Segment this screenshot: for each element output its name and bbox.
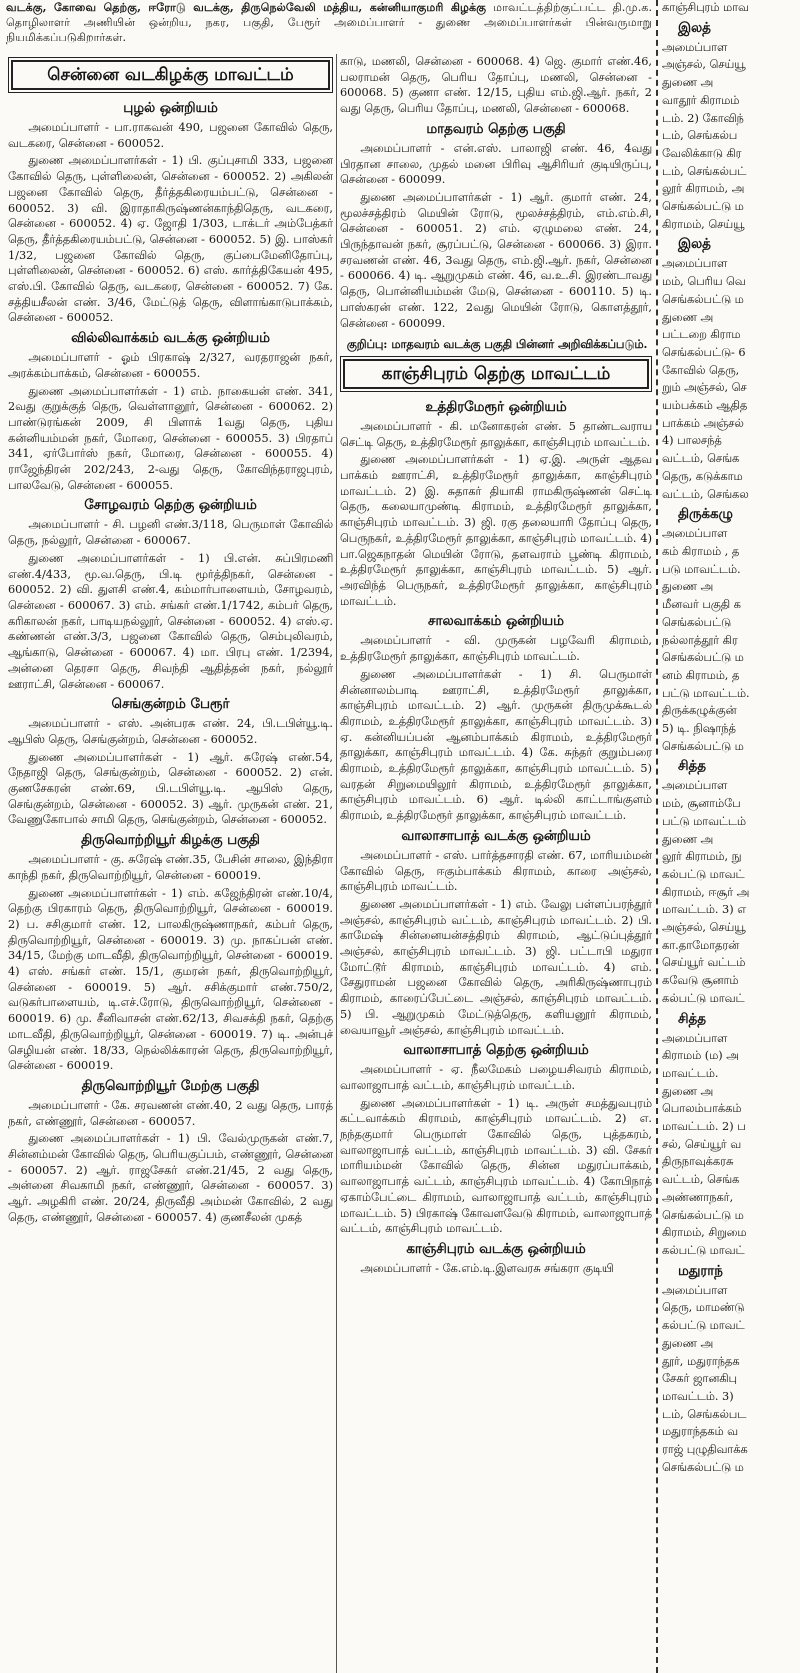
cropped-line: படு மாவட்டம். [662, 562, 741, 576]
column-3-cropped [662, 0, 795, 1673]
cropped-line: மாவட்டம். [662, 1066, 719, 1080]
section [662, 236, 795, 502]
section-title: சோழவரம் தெற்கு ஒன்றியம் [84, 497, 257, 514]
cropped-line: கம் கிராமம் , த [662, 544, 740, 558]
cropped-line: செங்கல்பட்டு [662, 615, 732, 629]
cropped-line: வேலிக்காடு கிர [662, 146, 742, 160]
section-title: சித்த [678, 1010, 706, 1027]
organizer-text: அமைப்பாளர் - கி. மனோகரன் எண். 5 தாண்டவராய செட்டி தெரு, உத்திரமேரூர் தாலுக்கா, காஞ்சிபுரம் மாவட்டம். [340, 419, 652, 449]
column-divider [336, 54, 337, 1673]
cropped-line: பட்டு மாவட்டம். [662, 686, 750, 700]
section [662, 20, 795, 233]
cropped-line: செங்கல்பட்டு- 6 [662, 345, 746, 359]
cropped-line: டம், செங்கல்ப [662, 129, 738, 143]
deputy-organizers-text: துணை அமைப்பாளர்கள் - 1) பி. வேல்முருகன் எண்.7, சின்னம்மன் கோவில் தெரு, பெரியகுப்பம், எண்ணூர், சென்னை - 600057. 2) ஆர். ராஜசேகர் எண்.21/45, 2 வது தெரு, அன்னை சிவகாமி நகர், எண்ணூர், சென்னை - 600057. 3) ஆர். அழகிரி எண். 20/24, திருவீதி அம்மன் கோவில், 2 வது தெரு, எண்ணூர், சென்னை - 600057. 4) குணசீலன் முகத் [8, 1132, 333, 1224]
cropped-line: செங்கல்பட்டு ம [662, 200, 744, 214]
cropped-line: அஞ்சல், செய்யூ [662, 921, 746, 935]
cropped-line: பட்டு மாவட்டம் [662, 814, 746, 828]
cropped-line: கல்பட்டு மாவட் [662, 991, 745, 1005]
section [340, 399, 652, 609]
cropped-line: தெரு, கடுக்காம [662, 469, 743, 483]
cropped-line: டம், செங்கல்பட [662, 1407, 747, 1421]
cropped-line: கவேடு சூனாம் [662, 974, 739, 988]
cropped-line: செங்கல்பட்டு ம [662, 292, 744, 306]
section [662, 1263, 795, 1476]
cropped-line: பொலம்பாக்கம் [662, 1102, 742, 1116]
section-title: காஞ்சிபுரம் வடக்கு ஒன்றியம் [406, 1241, 586, 1257]
cropped-line: கோவில் தெரு, [662, 363, 740, 377]
cropped-line: வட்டம், செங்கல [662, 487, 749, 501]
intro-paragraph [6, 0, 652, 46]
cropped-line: வாதூர் கிராமம் [662, 93, 740, 107]
section-title: மாதவரம் தெற்கு பகுதி [426, 120, 566, 137]
cropped-line: மீனவர் பகுதி க [662, 598, 741, 612]
cropped-line: தூர், மதுராந்தக [662, 1354, 740, 1368]
cropped-line: தெரு, மாமண்டு [662, 1301, 745, 1315]
section [8, 832, 333, 1074]
section-title: சாலவாக்கம் ஒன்றியம் [428, 613, 564, 630]
cropped-line: மாவட்டம். 3) எ [662, 903, 747, 917]
cropped-line: செங்கல்பட்டு ம [662, 1208, 744, 1222]
section-title: புழல் ஒன்றியம் [123, 100, 218, 116]
section-title: வாலாசாபாத் வடக்கு ஒன்றியம் [401, 827, 591, 844]
organizer-text: அமைப்பாளர் - கே.எம்.டி.இளவரசு சங்கரா குடியி [360, 1262, 614, 1275]
cropped-line: அண்ணாநகர், [662, 1190, 734, 1204]
cropped-line: அமைப்பாள [662, 1283, 728, 1297]
cropped-line: மாவட்டம். 3) [662, 1389, 734, 1403]
section [340, 613, 652, 823]
section [8, 1078, 333, 1226]
cropped-line: அமைப்பாள [662, 1031, 728, 1045]
section [662, 506, 795, 754]
cropped-line: வட்டம், செங்க [662, 1173, 740, 1187]
cropped-line: மாவட்டம். 2) ப [662, 1120, 746, 1134]
intro-text: மாவட்டத்திற்குட்பட்ட தி.மு.க. தொழிலாளர் அணியின் ஒன்றிய, நகர, பகுதி, பேரூர் அமைப்பாளர் - துணை அமைப்பாளர்கள் பின்வருமாறு நியமிக்கப்படுகிறார்கள். [6, 1, 652, 44]
organizer-text: அமைப்பாளர் - ஏ. நீலமேகம் பழையசிவரம் கிராமம், வாலாஜாபாத் வட்டம், காஞ்சிபுரம் மாவட்டம். [340, 1063, 652, 1092]
cropped-line: துணை அ [662, 580, 714, 594]
cropped-line: திருநாவுக்கரசு [662, 1155, 734, 1169]
column-1 [8, 54, 333, 1673]
column-2 [340, 54, 652, 1673]
section [8, 100, 333, 326]
cropped-line: ராஜ் புழுதிவாக்க [662, 1443, 748, 1457]
section [340, 1042, 652, 1237]
cropped-line: பாக்கம் அஞ்சல் [662, 416, 744, 430]
cropped-line: மதுராந்தகம் வ [662, 1425, 738, 1439]
section [340, 121, 652, 331]
cropped-line: செய்யூர் வட்டம் [662, 956, 746, 970]
section [340, 828, 652, 1038]
cropped-line: கிராமம், சிறுமை [662, 1226, 747, 1240]
section-title: இலத் [678, 236, 711, 253]
cropped-line: லூர் கிராமம், அ [662, 182, 745, 196]
district-title: சென்னை வடகிழக்கு மாவட்டம் [11, 60, 330, 90]
organizer-text: அமைப்பாளர் - கு. சுரேஷ் எண்.35, பேசின் சாலை, இந்திரா காந்தி நகர், திருவொற்றியூர், சென்னை - 600019. [8, 853, 333, 882]
cropped-line: டம். 2) கோவிந் [662, 111, 744, 125]
organizer-text: அமைப்பாளர் - எஸ். பார்த்தசாரதி எண். 67, மாரியம்மன் கோவில் தெரு, ஈகும்பாக்கம் கிராமம், காரை அஞ்சல், காஞ்சிபுரம் மாவட்டம். [340, 848, 652, 894]
cropped-line: கல்பட்டு மாவட் [662, 1319, 745, 1333]
cropped-line: துணை அ [662, 76, 714, 90]
cropped-line: 5) டி. நிஷாந்த் [662, 722, 736, 736]
cropped-line: மம், பெரிய வெ [662, 275, 746, 289]
organizer-text: அமைப்பாளர் - என்.எஸ். பாலாஜி எண். 46, 4வது பிரதான சாலை, முதல் மனை பிரிவு ஆசிரியர் குடியிருப்பு, சென்னை - 600099. [340, 141, 652, 187]
deputy-organizers-text: துணை அமைப்பாளர்கள் - 1) ஆர். குமார் எண். 24, மூலச்சத்திரம் மெயின் ரோடு, மூலச்சத்திரம், எம்.எம்.சி, சென்னை - 600051. 2) எம். ஏழுமலை எண். 24, பிருந்தாவன் நகர், சூரப்பட்டு, சென்னை - 600066. 3) இரா. சரவணன் எண். 46, 3வது தெரு, எம்.ஜி.ஆர். நகர், சென்னை - 600066. 4) டி. ஆறுமுகம் எண். 46, வ.உ.சி. இரண்டாவது தெரு, பொன்னியம்மன் மேடு, சென்னை - 600110. 5) டி. பாஸ்கரன் எண். 122, 2வது மெயின் ரோடு, கொளத்தூர், சென்னை - 600099. [340, 190, 652, 330]
section [340, 1241, 652, 1277]
cropped-line: கிராமம், ஈசூர் அ [662, 885, 750, 899]
deputy-organizers-text: துணை அமைப்பாளர்கள் - 1) எம். கஜேந்திரன் எண்.10/4, தெற்கு பிரகாரம் தெரு, திருவொற்றியூர், சென்னை - 600019. 2) ப. சசிகுமார் எண். 12, பாலகிருஷ்ணாநகர், கம்பர் தெரு, திருவொற்றியூர், சென்னை - 600019. 3) மு. நாகப்பன் எண். 34/15, மேற்கு மாடவீதி, திருவொற்றியூர், சென்னை - 600019. 4) எஸ். சங்கர் எண். 15/1, குமரன் நகர், திருவொற்றியூர், சென்னை - 600019. 5) ஆர். சசிக்குமார் எண்.750/2, வடுகர்பாளையம், டி.எச்.ரோடு, திருவொற்றியூர், சென்னை - 600019. 6) மு. சீனிவாசன் எண்.62/13, சிவசக்தி நகர், தெற்கு மாடவீதி, திருவொற்றியூர், சென்னை - 600019. 7) டி. அன்புச் செழியன் எண். 18/33, நெல்லிக்காரன் தெரு, திருவொற்றியூர், சென்னை - 600019. [8, 886, 333, 1073]
cropped-line: டம், செங்கல்பட் [662, 164, 747, 178]
cropped-line: பட்டறை கிராம [662, 328, 741, 342]
cropped-line: துணை அ [662, 310, 714, 324]
section-title: வில்லிவாக்கம் வடக்கு ஒன்றியம் [71, 330, 270, 347]
section-title: மதுராந் [678, 1262, 723, 1279]
section-title: திருவொற்றியூர் கிழக்கு பகுதி [81, 832, 260, 849]
continued-text: காஞ்சிபுரம் மாவ [662, 1, 749, 14]
cropped-line: திருக்கழுக்குன் [662, 704, 737, 718]
cropped-line: சேகர் ஜானகிபு [662, 1372, 737, 1386]
cropped-line: அமைப்பாள [662, 527, 728, 541]
intro-bold-text: வடக்கு, கோவை தெற்கு, ஈரோடு வடக்கு, திருநெல்வேலி மத்திய, கன்னியாகுமரி கிழக்கு [6, 0, 487, 14]
cropped-line: யம்பக்கம் ஆதித [662, 399, 748, 413]
cropped-line: லூர் கிராமம், நு [662, 850, 742, 864]
cropped-line: துணை அ [662, 832, 714, 846]
cropped-line: செங்கல்பட்டு ம [662, 1460, 744, 1474]
section [8, 330, 333, 493]
cropped-line: அஞ்சல், செய்யூ [662, 58, 746, 72]
cropped-line: றும் அஞ்சல், செ [662, 381, 747, 395]
section-title: திருக்கழு [678, 506, 733, 523]
section [8, 497, 333, 692]
cropped-line: கிராமம் (ம) அ [662, 1049, 739, 1063]
section [662, 1011, 795, 1259]
deputy-organizers-text: துணை அமைப்பாளர்கள் - 1) ஆர். சுரேஷ் எண்.54, நேதாஜி தெரு, செங்குன்றம், சென்னை - 600052. 2) என். குணசேகரன் எண்.69, பி.டபிள்யூ.டி. ஆபிஸ் தெரு, செங்குன்றம், சென்னை - 600052. 3) ஆர். முருகன் எண். 21, வேணுகோபால் சாமி தெரு, செங்குன்றம், சென்னை - 600052. [8, 750, 333, 827]
cropped-line: செங்கல்பட்டு ம [662, 739, 744, 753]
cropped-line: துணை அ [662, 1336, 714, 1350]
cropped-line: அமைப்பாள [662, 779, 728, 793]
deputy-organizers-text: துணை அமைப்பாளர்கள் - 1) எம். வேலு பள்ளப்பரந்தூர் அஞ்சல், காஞ்சிபுரம் வட்டம், காஞ்சிபுரம் மாவட்டம். 2) பி. காமேஷ் சின்னையன்சத்திரம் கிராமம், ஆட்டுப்புத்தூர் அஞ்சல், காஞ்சிபுரம் மாவட்டம். 3) ஜி. பட்டாபி மதுரா மோட்டூர் கிராமம், காஞ்சிபுரம் மாவட்டம். 4) எம். சேதுராமன் பஜனை கோவில் தெரு, அரிகிருஷ்ணாபுரம் கிராமம், காரைப்பேட்டை அஞ்சல், காஞ்சிபுரம் மாவட்டம். 5) பி. ஆறுமுகம் மேட்டுத்தெரு, களியனூர் கிராமம், வையாவூர் அஞ்சல், காஞ்சிபுரம் மாவட்டம். [340, 897, 652, 1037]
organizer-text: அமைப்பாளர் - ஓம் பிரகாஷ் 2/327, வரதராஜன் நகர், அரக்கம்பாக்கம், சென்னை - 600055. [8, 351, 333, 380]
deputy-organizers-text: துணை அமைப்பாளர்கள் - 1) பி. குப்புசாமி 333, பஜனை கோவில் தெரு, புள்ளிலைன், சென்னை - 600052. 2) அகிலன் பஜனை கோவில் தெரு, தீர்த்தகிரையம்பட்டு, சென்னை - 600052. 3) வி. இராதாகிருஷ்ணன்காந்திதெரு, வடகரை, சென்னை - 600052. 4) ஏ. ஜோதி 1/303, டாக்டர் அம்பேத்கர் தெரு, தீர்த்தகிரையம்பட்டு, சென்னை - 600052. 5) இ. பாஸ்கர் 1/32, பஜனை கோவில் தெரு, குப்பைமேனிதோப்பு, புள்ளிலைன், சென்னை - 600052. 6) எஸ். கார்த்திகேயன் 495, எஸ்.பி. கோவில் தெரு, வடகரை, சென்னை - 600052. 7) கே. சத்தியசீலன் எண். 3/46, மேட்டுத் தெரு, விளாங்காடுபாக்கம், சென்னை - 600052. [8, 154, 333, 325]
cropped-line: சல், செய்யூர் வ [662, 1137, 742, 1151]
cropped-line: துணை அ [662, 1084, 714, 1098]
note-text: குறிப்பு: மாதவரம் வடக்கு பகுதி பின்னர் அறிவிக்கப்படும். [346, 337, 648, 352]
deputy-organizers-text: துணை அமைப்பாளர்கள் - 1) டி. அருள் சமத்துவபுரம் கட்டவாக்கம் கிராமம், காஞ்சிபுரம் மாவட்டம். 2) எ. நந்தகுமார் பெருமாள் கோவில் தெரு, புத்தகரம், வாலாஜாபாத் வட்டம், காஞ்சிபுரம் மாவட்டம். 3) வி. சேகர் மாரியம்மன் கோவில் தெரு, சின்ன மதுரப்பாக்கம், வாலாஜாபாத் வட்டம், காஞ்சிபுரம் மாவட்டம். 4) கோபிநாத் ஏகாம்பேட்டை கிராமம், வாலாஜாபாத் வட்டம், காஞ்சிபுரம் மாவட்டம். 5) பிரகாஷ் கோவளவேடு கிராமம், வாலாஜாபாத் வட்டம், காஞ்சிபுரம் மாவட்டம். [340, 1096, 652, 1236]
continued-text: காடு, மணலி, சென்னை - 600068. 4) ஜெ. குமார் எண்.46, பலராமன் தெரு, பெரிய தோப்பு, மணலி, சென்னை - 600068. 5) குணா எண். 12/15, புதிய எம்.ஜி.ஆர். நகர், 2 வது தெரு, பெரிய தோப்பு, மணலி, சென்னை - 600068. [340, 55, 652, 116]
organizer-text: அமைப்பாளர் - சி. பழனி எண்.3/118, பெருமாள் கோவில் தெரு, நல்லூர், சென்னை - 600067. [8, 518, 333, 548]
section-title: இலத் [678, 19, 711, 36]
section [662, 758, 795, 1006]
cropped-line: கல்பட்டு மாவட் [662, 1244, 745, 1257]
cropped-line: அமைப்பாள [662, 40, 728, 54]
cropped-line: செங்கல்பட்டு ம [662, 651, 744, 665]
cropped-line: 4) பாலசந்த் [662, 434, 722, 448]
dashed-column-divider [656, 0, 658, 1673]
cropped-line: கல்பட்டு மாவட் [662, 867, 745, 881]
cropped-line: வட்டம், செங்க [662, 452, 740, 466]
deputy-organizers-text: துணை அமைப்பாளர்கள் - 1) ஏ.இ. அருள் ஆதவ பாக்கம் ஊராட்சி, உத்திரமேரூர் தாலுக்கா, காஞ்சிபுரம் மாவட்டம். 2) இ. சுதாகர் தியாகி ராமகிருஷ்ணன் செட்டி தெரு, கலையாமுண்டி கிராமம், உத்திரமேரூர் தாலுக்கா, காஞ்சிபுரம் மாவட்டம். 3) ஜி. ரகு தலையாரி தோப்பு தெரு, பெருநகர், உத்திரமேரூர் தாலுக்கா, காஞ்சிபுரம் மாவட்டம். 4) பா.ஜெகநாதன் மெயின் ரோடு, தளவராம் பூண்டி கிராமம், உத்திரமேரூர் தாலுக்கா, காஞ்சிபுரம் மாவட்டம். 5) ஆர். அரவிந்த் பெருநகர், உத்திரமேரூர் தாலுக்கா, காஞ்சிபுரம் மாவட்டம். [340, 453, 652, 608]
cropped-line: மம், சூனாம்பே [662, 797, 741, 811]
district-title: காஞ்சிபுரம் தெற்கு மாவட்டம் [343, 359, 649, 389]
section-title: செங்குன்றம் பேரூர் [111, 696, 230, 713]
section-title: திருவொற்றியூர் மேற்கு பகுதி [81, 1077, 260, 1094]
deputy-organizers-text: துணை அமைப்பாளர்கள் - 1) சி. பெருமாள் சின்னாலம்பாடி ஊராட்சி, உத்திரமேரூர் தாலுக்கா, காஞ்சிபுரம் மாவட்டம். 2) ஆர். முருகன் திருமுக்கூடல் கிராமம், உத்திரமேரூர் தாலுக்கா, காஞ்சிபுரம் மாவட்டம். 3) ஏ. கன்னியப்பன் ஆனம்பாக்கம் கிராமம், உத்திரமேரூர் தாலுக்கா, காஞ்சிபுரம் மாவட்டம். 4) கே. சுந்தர் குறும்பரை கிராமம், உத்திரமேரூர் தாலுக்கா, காஞ்சிபுரம் மாவட்டம். 5) வரதன் சிறுமையிலூர் கிராமம், உத்திரமேரூர் தாலுக்கா, காஞ்சிபுரம் மாவட்டம். 6) ஆர். டில்லி காட்டாங்குளம் கிராமம், உத்திரமேரூர் தாலுக்கா, காஞ்சிபுரம் மாவட்டம். [340, 667, 652, 823]
section-title: வாலாசாபாத் தெற்கு ஒன்றியம் [403, 1042, 589, 1059]
organizer-text: அமைப்பாளர் - எஸ். அன்பரசு எண். 24, பி.டபிள்யூ.டி. ஆபிஸ் தெரு, செங்குன்றம், சென்னை - 600052. [8, 717, 333, 746]
deputy-organizers-text: துணை அமைப்பாளர்கள் - 1) பி.என். சுப்பிரமணி எண்.4/433, மூ.வ.தெரு, பி.டி மூர்த்திநகர், சென்னை - 600052. 2) வி. துளசி எண்.4, கம்மார்பாளையம், சோழவரம், சென்னை - 600067. 3) எம். சங்கர் எண்.1/1742, கம்பர் தெரு, கரிகாலன் நகர், பாடியநல்லூர், சென்னை - 600052. 4) எஸ்.ஏ. கண்ணன் எண்.3/3, பஜனை கோவில் தெரு, செம்புலிவரம், ஆங்காடு, சென்னை - 600067. 4) மா. பிரபு எண். 1/2394, அன்னை தெரசா தெரு, சிவந்தி ஆதித்தன் நகர், நல்லூர் ஊராட்சி, சென்னை - 600067. [8, 551, 333, 691]
organizer-text: அமைப்பாளர் - கே. சரவணன் எண்.40, 2 வது தெரு, பாரத் நகர், எண்ணூர், சென்னை - 600057. [8, 1098, 333, 1128]
organizer-text: அமைப்பாளர் - வி. முருகன் பழவேரி கிராமம், உத்திரமேரூர் தாலுக்கா, காஞ்சிபுரம் மாவட்டம். [340, 634, 652, 664]
cropped-line: னம் கிராமம், த [662, 668, 740, 682]
section-title: சித்த [678, 758, 706, 775]
cropped-line: கிராமம், செய்யூ [662, 217, 745, 231]
organizer-text: அமைப்பாளர் - பா.ராகவன் 490, பஜனை கோவில் தெரு, வடகரை, சென்னை - 600052. [8, 121, 333, 150]
section [8, 696, 333, 828]
cropped-line: அமைப்பாள [662, 257, 728, 271]
section-title: உத்திரமேரூர் ஒன்றியம் [425, 398, 567, 415]
column-3-sections [662, 20, 795, 1476]
cropped-line: நல்லாத்தூர் கிர [662, 633, 738, 647]
deputy-organizers-text: துணை அமைப்பாளர்கள் - 1) எம். நாகையன் எண். 341, 2வது குறுக்குத் தெரு, வெள்ளானூர், சென்னை - 600062. 2) பாண்டுரங்கன் 2009, சி பிளாக் 1வது தெரு, புதிய கன்னியம்மன் நகர், மோரை, சென்னை - 600055. 3) பிரதாப் 341, ஏர்போர்ஸ் நகர், மோரை, சென்னை - 600055. 4) ராஜேந்திரன் 202/243, 2-வது தெரு, கோவிந்தராஜபுரம், பாலவேடு, சென்னை - 600055. [8, 384, 333, 492]
cropped-line: கா.தாமோதரன் [662, 938, 740, 952]
